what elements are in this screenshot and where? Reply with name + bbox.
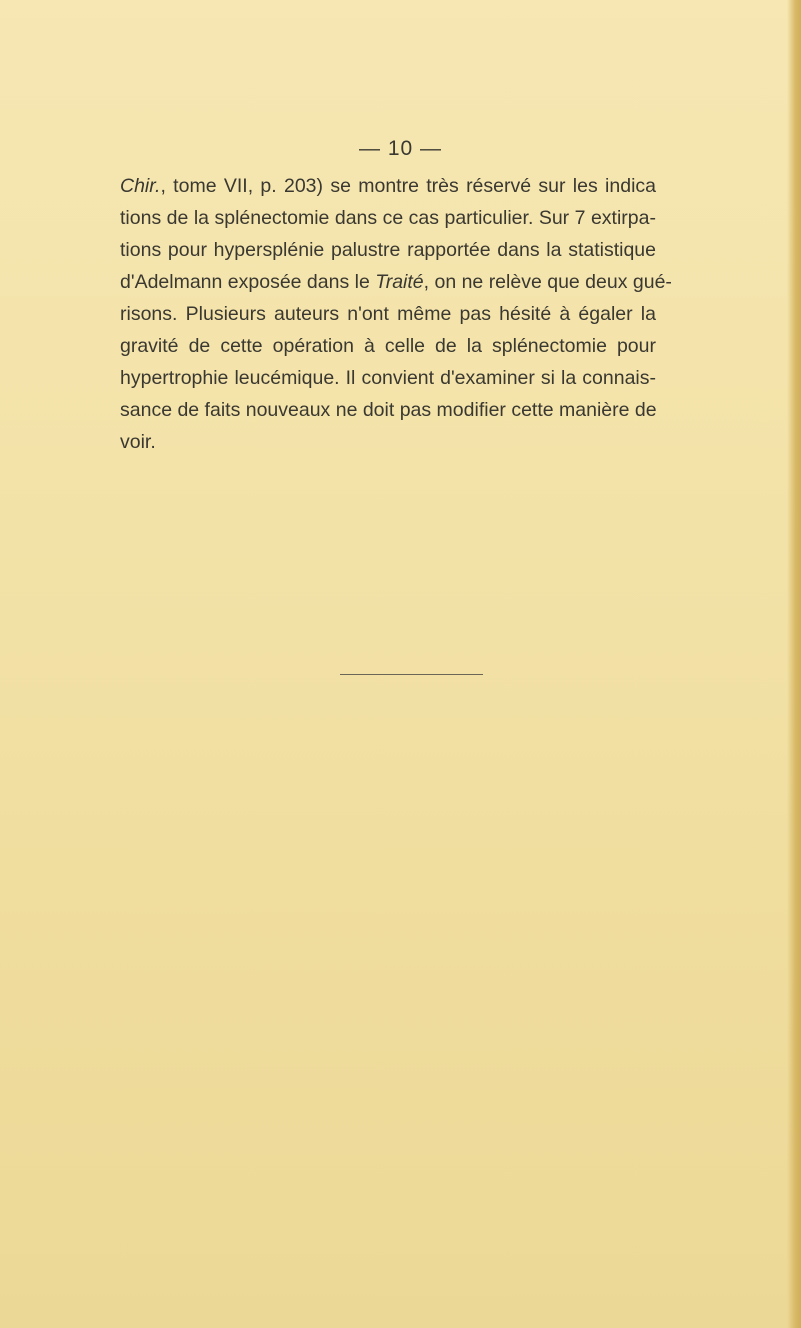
text-fragment: risons. Plusieurs auteurs n'ont même pas hésité à égaler la bbox=[120, 303, 656, 325]
text-line bbox=[120, 266, 672, 298]
text-line bbox=[120, 170, 656, 202]
text-line bbox=[120, 202, 656, 234]
text-fragment: , on ne relève que deux gué- bbox=[423, 271, 672, 293]
text-fragment: d'Adelmann exposée dans le bbox=[120, 271, 376, 293]
text-fragment: tions pour hypersplénie palustre rapportée dans la statistique bbox=[120, 239, 656, 261]
text-fragment: sance de faits nouveaux ne doit pas modifier cette manière de bbox=[120, 399, 657, 421]
text-line bbox=[120, 234, 656, 266]
body-paragraph bbox=[120, 170, 672, 458]
section-separator-line bbox=[340, 674, 483, 675]
page-number: — 10 — bbox=[358, 137, 443, 160]
text-fragment: hypertrophie leucémique. Il convient d'examiner si la connais- bbox=[120, 367, 656, 389]
text-fragment: , tome VII, p. 203) se montre très réservé sur les indica bbox=[160, 175, 656, 197]
text-fragment: voir. bbox=[120, 431, 156, 453]
text-fragment: gravité de cette opération à celle de la splénectomie pour bbox=[120, 335, 656, 357]
text-line bbox=[120, 394, 656, 426]
text-line bbox=[120, 426, 656, 458]
italic-text: Traité bbox=[375, 271, 424, 293]
text-fragment: tions de la splénectomie dans ce cas particulier. Sur 7 extirpa- bbox=[120, 207, 656, 229]
italic-text: Chir. bbox=[120, 175, 161, 197]
page-edge bbox=[787, 0, 801, 1328]
text-line bbox=[120, 330, 656, 362]
text-line bbox=[120, 362, 656, 394]
text-line bbox=[120, 298, 656, 330]
